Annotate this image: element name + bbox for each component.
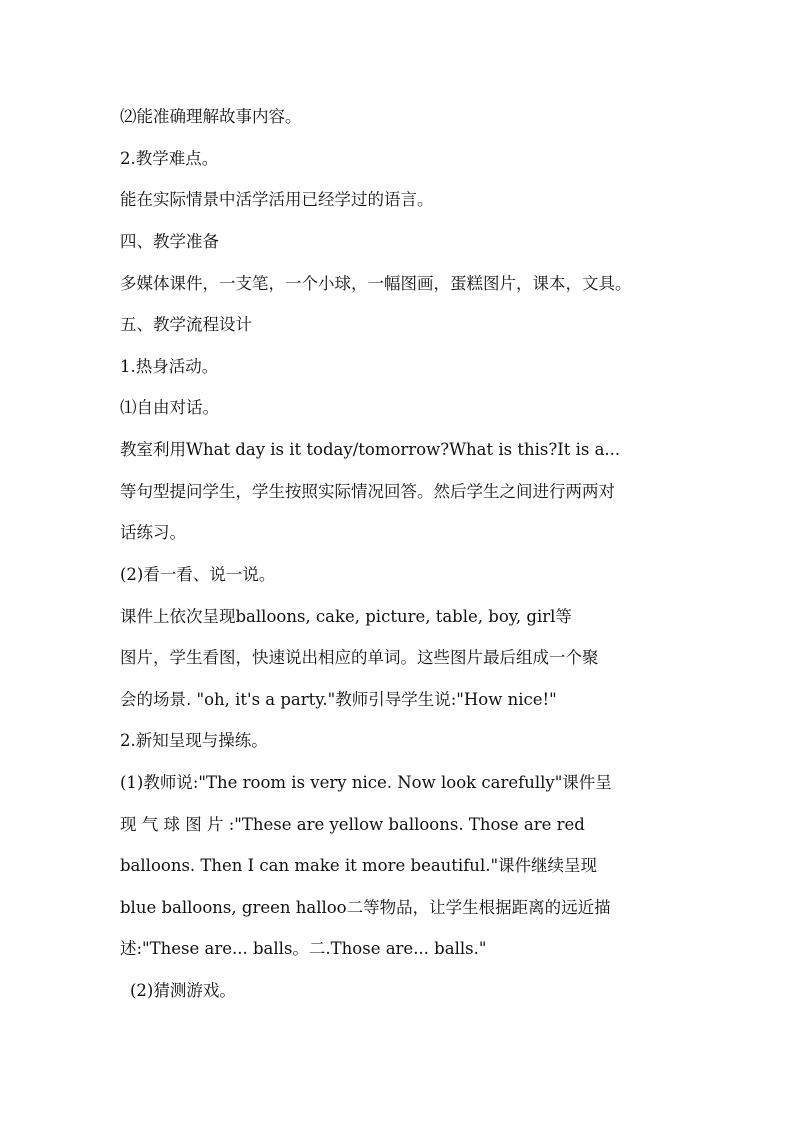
text-line-7: 1.热身活动。: [120, 357, 219, 376]
text-line-21: 述:"These are... balls。二.Those are... balls.": [120, 939, 487, 958]
text-line-8: ⑴自由对话。: [120, 398, 219, 417]
text-line-2: 2.教学难点。: [120, 149, 219, 168]
text-line-14: 图片，学生看图，快速说出相应的单词。这些图片最后组成一个聚: [120, 648, 599, 667]
text-line-12: (2)看一看、说一说。: [120, 565, 276, 584]
text-line-11: 话练习。: [120, 523, 186, 542]
text-line-15: 会的场景. "oh, it's a party."教师引导学生说:"How nice!": [120, 690, 557, 709]
text-line-22: (2)猜测游戏。: [130, 981, 236, 1000]
section-heading-preparation: 四、教学准备: [120, 232, 219, 251]
text-line-18: 现 气 球 图 片 :"These are yellow balloons. Those are red: [120, 815, 585, 834]
text-line-17: (1)教师说:"The room is very nice. Now look carefully"课件呈: [120, 773, 612, 792]
text-line-9: 教室利用What day is it today/tomorrow?What is this?It is a...: [120, 440, 621, 459]
text-line-10: 等句型提问学生，学生按照实际情况回答。然后学生之间进行两两对: [120, 482, 615, 501]
text-line-5: 多媒体课件，一支笔，一个小球，一幅图画，蛋糕图片，课本，文具。: [120, 274, 632, 293]
text-line-3: 能在实际情景中活学活用已经学过的语言。: [120, 190, 434, 209]
section-heading-process: 五、教学流程设计: [120, 315, 252, 334]
text-line-19: balloons. Then I can make it more beautiful."课件继续呈现: [120, 856, 598, 875]
text-line-16: 2.新知呈现与操练。: [120, 731, 268, 750]
text-line-1: ⑵能准确理解故事内容。: [120, 107, 302, 126]
text-line-20: blue balloons, green halloo二等物品，让学生根据距离的远近描: [120, 898, 611, 917]
text-line-13: 课件上依次呈现balloons, cake, picture, table, boy, girl等: [120, 607, 572, 626]
